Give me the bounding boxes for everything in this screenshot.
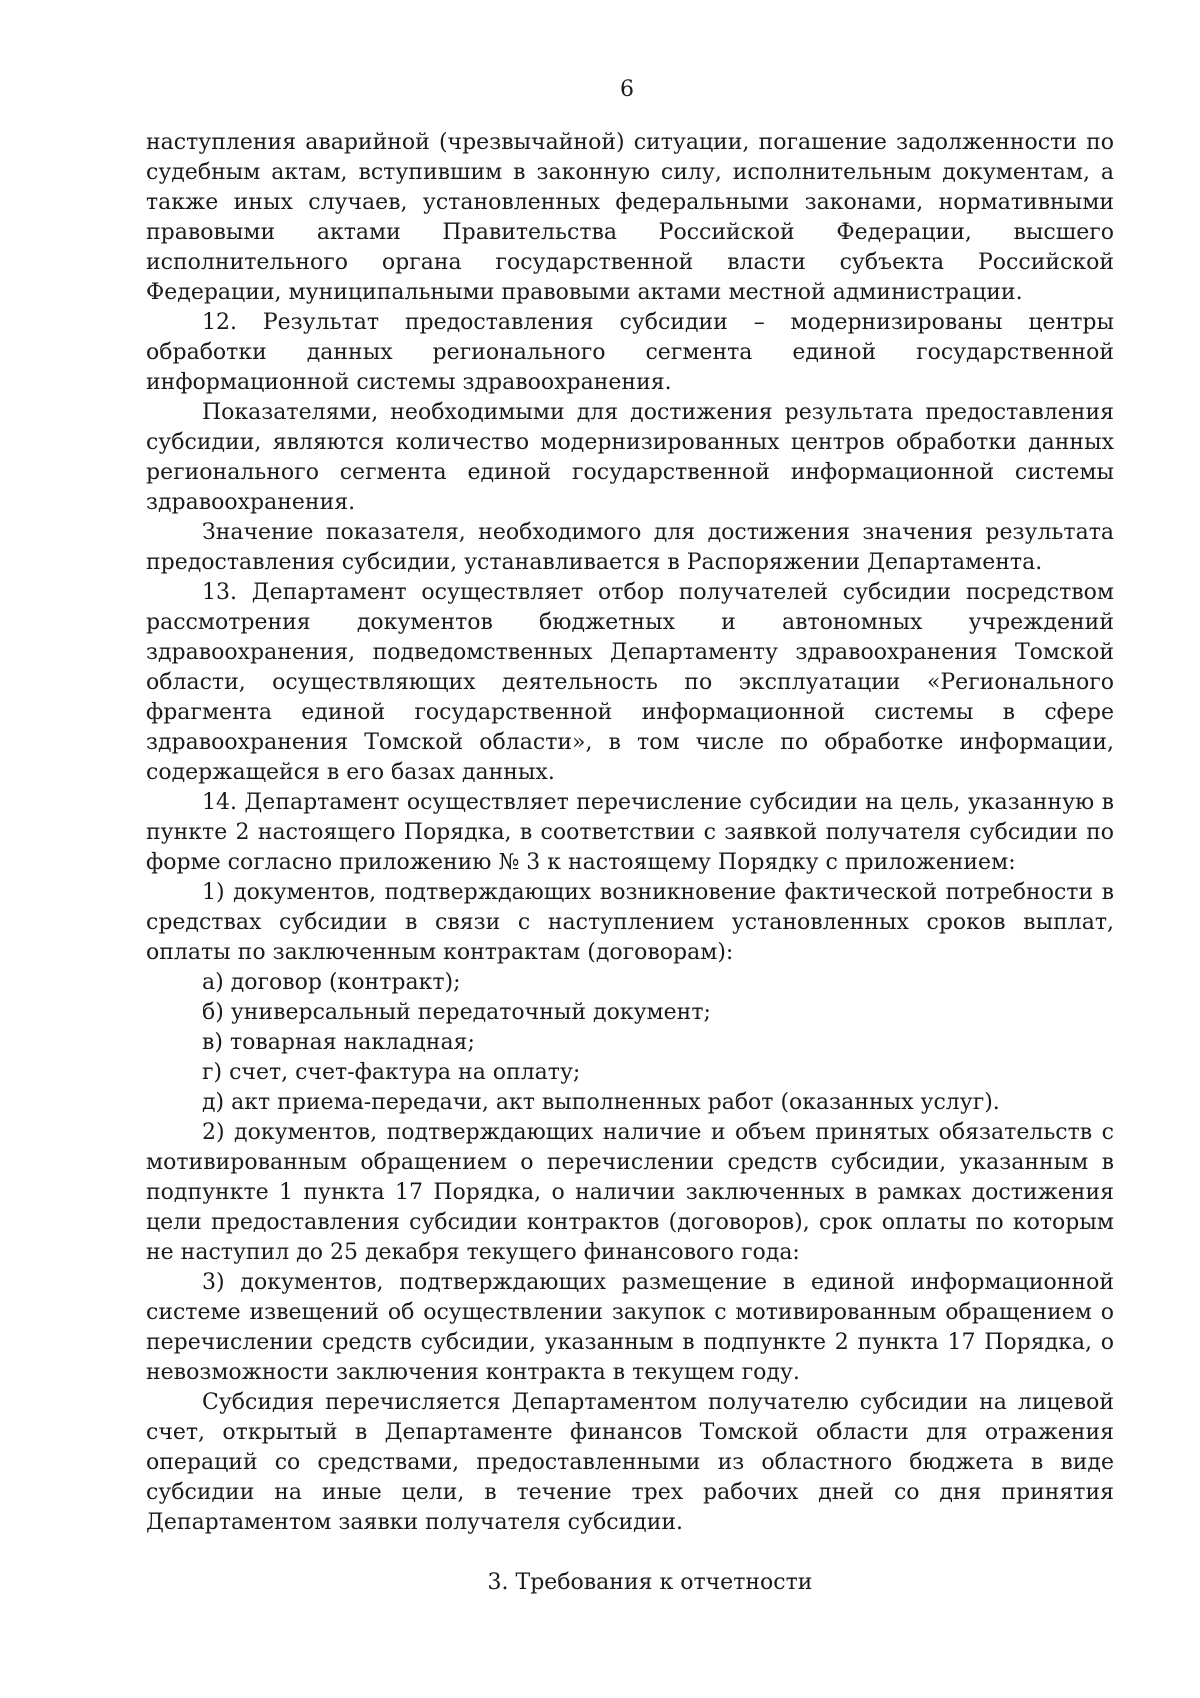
paragraph-indicator-value: Значение показателя, необходимого для достижения значения результата предоставления субсидии, устанавливается в Распоряжении Департамента. <box>146 520 1114 575</box>
paragraph-item-13: 13. Департамент осуществляет отбор получателей субсидии посредством рассмотрения документов бюджетных и автономных учреждений здравоохранения, подведомственных Департаменту здравоохранения Томской области, осуществляющих деятельность по эксплуатации «Регионального фрагмента единой государственной информационной системы в сфере здравоохранения Томской области», в том числе по обработке информации, содержащейся в его базах данных. <box>146 580 1114 785</box>
paragraph-subsidy-transfer: Субсидия перечисляется Департаментом получателю субсидии на лицевой счет, открытый в Департаменте финансов Томской области для отражения операций со средствами, предоставленными из областного бюджета в виде субсидии на иные цели, в течение трех рабочих дней со дня принятия Департаментом заявки получателя субсидии. <box>146 1390 1114 1535</box>
paragraph-subitem-1: 1) документов, подтверждающих возникновение фактической потребности в средствах субсидии в связи с наступлением установленных сроков выплат, оплаты по заключенным контрактам (договорам): <box>146 880 1114 965</box>
document-body <box>146 128 1114 1598</box>
paragraph-continuation: наступления аварийной (чрезвычайной) ситуации, погашение задолженности по судебным актам, вступившим в законную силу, исполнительным документам, а также иных случаев, установленных федеральными законами, нормативными правовыми актами Правительства Российской Федерации, высшего исполнительного органа государственной власти субъекта Российской Федерации, муниципальными правовыми актами местной администрации. <box>146 130 1114 305</box>
paragraph-item-14: 14. Департамент осуществляет перечисление субсидии на цель, указанную в пункте 2 настоящего Порядка, в соответствии с заявкой получателя субсидии по форме согласно приложению № 3 к настоящему Порядку с приложением: <box>146 790 1114 875</box>
list-item-g: г) счет, счет-фактура на оплату; <box>202 1060 581 1085</box>
list-item-b: б) универсальный передаточный документ; <box>202 1000 711 1025</box>
page-number: 6 <box>620 77 634 102</box>
paragraph-subitem-3: 3) документов, подтверждающих размещение в единой информационной системе извещений об осуществлении закупок с мотивированным обращением о перечислении средств субсидии, указанным в подпункте 2 пункта 17 Порядка, о невозможности заключения контракта в текущем году. <box>146 1270 1114 1385</box>
paragraph-subitem-2: 2) документов, подтверждающих наличие и объем принятых обязательств с мотивированным обращением о перечислении средств субсидии, указанным в подпункте 1 пункта 17 Порядка, о наличии заключенных в рамках достижения цели предоставления субсидии контрактов (договоров), срок оплаты по которым не наступил до 25 декабря текущего финансового года: <box>146 1120 1114 1265</box>
section-heading: 3. Требования к отчетности <box>487 1570 813 1595</box>
list-item-v: в) товарная накладная; <box>202 1030 475 1055</box>
paragraph-item-12: 12. Результат предоставления субсидии – модернизированы центры обработки данных регионального сегмента единой государственной информационной системы здравоохранения. <box>146 310 1114 395</box>
list-item-a: а) договор (контракт); <box>202 970 461 995</box>
list-item-d: д) акт приема-передачи, акт выполненных работ (оказанных услуг). <box>202 1090 1000 1115</box>
paragraph-indicators: Показателями, необходимыми для достижения результата предоставления субсидии, являются количество модернизированных центров обработки данных регионального сегмента единой государственной информационной системы здравоохранения. <box>146 400 1114 515</box>
